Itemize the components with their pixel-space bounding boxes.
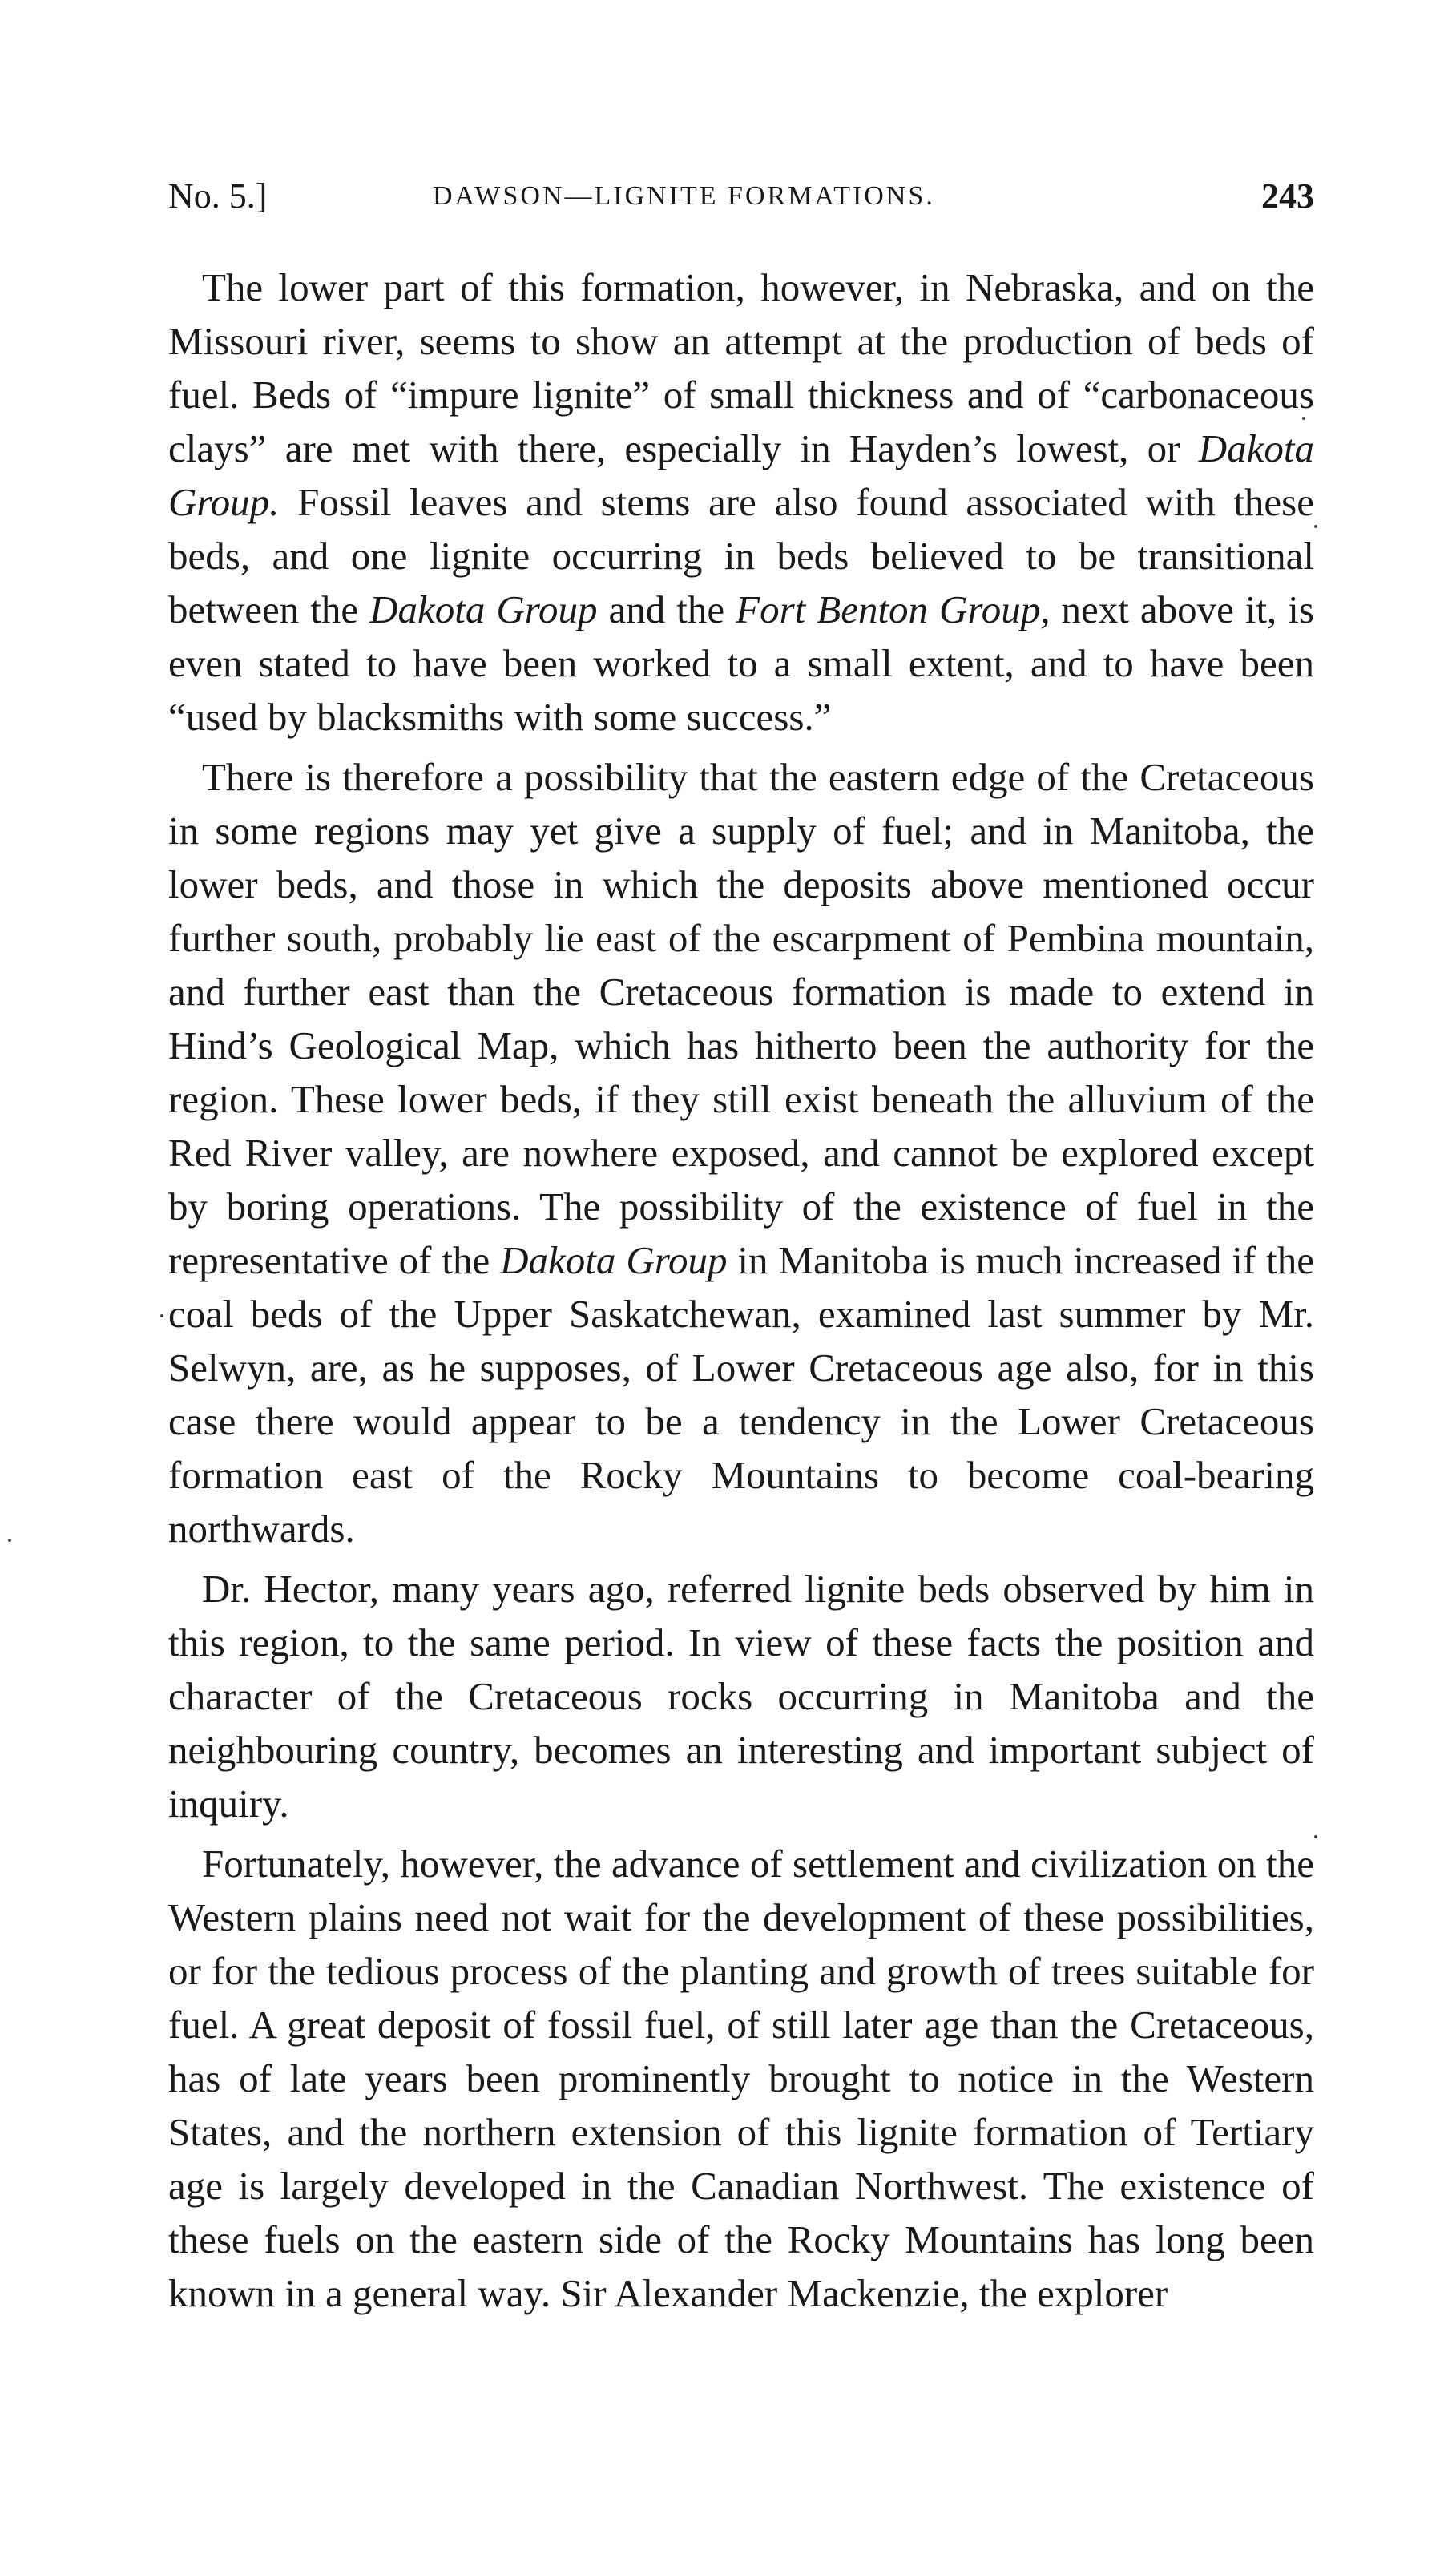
paragraph-4 (168, 1837, 1314, 2320)
margin-speck (8, 1539, 11, 1542)
page-content (168, 164, 1314, 2326)
text-run: and the (597, 587, 736, 631)
margin-speck (1314, 1835, 1317, 1838)
paragraph-3 (168, 1562, 1314, 1830)
page-number: 243 (1261, 176, 1314, 216)
issue-number: No. 5.] (168, 176, 268, 216)
text-run: Fossil leaves and stems are also found associated with these beds, and one lignite occurring in beds believed to be transitional between the (168, 480, 1314, 631)
paragraph-2 (168, 750, 1314, 1555)
margin-speck (1302, 417, 1305, 420)
text-run: Dr. Hector, many years ago, referred lignite beds observed by him in this region, to the same period. In view of these facts the position and character of the Cretaceous rocks occurring in Manitoba and the neighbouring country, becomes an interesting and important subject of inquiry. (168, 1567, 1314, 1826)
text-run: in Manitoba is much increased if the coal beds of the Upper Saskatchewan, examined last summer by Mr. Selwyn, are, as he supposes, of Lower Cretaceous age also, for in this case there would appear to be a tendency in the Lower Cretaceous formation east of the Rocky Mountains to become coal-bearing northwards. (168, 1238, 1315, 1551)
body-text (168, 260, 1314, 2320)
running-title: DAWSON—LIGNITE FORMATIONS. (433, 181, 935, 211)
text-run: next above it, is even stated to have been worked to a small extent, and to have been “used by blacksmiths with some success.” (168, 587, 1314, 739)
italic-text-run: Fort Benton Group, (736, 587, 1051, 631)
margin-speck (1314, 525, 1317, 528)
paragraph-1 (168, 260, 1314, 744)
italic-text-run: Dakota Group (500, 1238, 728, 1282)
italic-text-run: Dakota Group (369, 587, 598, 631)
text-run: The lower part of this formation, however, in Nebraska, and on the Missouri river, seems to show an attempt at the production of beds of fuel. Beds of “impure lignite” of small thickness and of “carbonaceous clays” are met with there, especially in Hayden’s lowest, or (168, 265, 1314, 470)
margin-speck (160, 1314, 163, 1317)
italic-text-run: Dakota Group. (168, 426, 1314, 524)
text-run: There is therefore a possibility that the eastern edge of the Cretaceous in some regions may yet give a supply of fuel; and in Manitoba, the lower beds, and those in which the deposits above mentioned occur further south, probably lie east of the escarpment of Pembina mountain, and further east than the Cretaceous formation is made to extend in Hind’s Geological Map, which has hitherto been the authority for the region. These lower beds, if they still exist beneath the alluvium of the Red River valley, are nowhere exposed, and cannot be explored except by boring operations. The possibility of the existence of fuel in the representative of the (168, 755, 1314, 1282)
text-run: Fortunately, however, the advance of settlement and civilization on the Western plains need not wait for the development of these possibilities, or for the tedious process of the planting and growth of trees suitable for fuel. A great deposit of fossil fuel, of still later age than the Cretaceous, has of late years been prominently brought to notice in the Western States, and the northern extension of this lignite formation of Tertiary age is largely developed in the Canadian Northwest. The existence of these fuels on the eastern side of the Rocky Mountains has long been known in a general way. Sir Alexander Mackenzie, the explorer (168, 1842, 1314, 2315)
running-head (168, 164, 1314, 228)
